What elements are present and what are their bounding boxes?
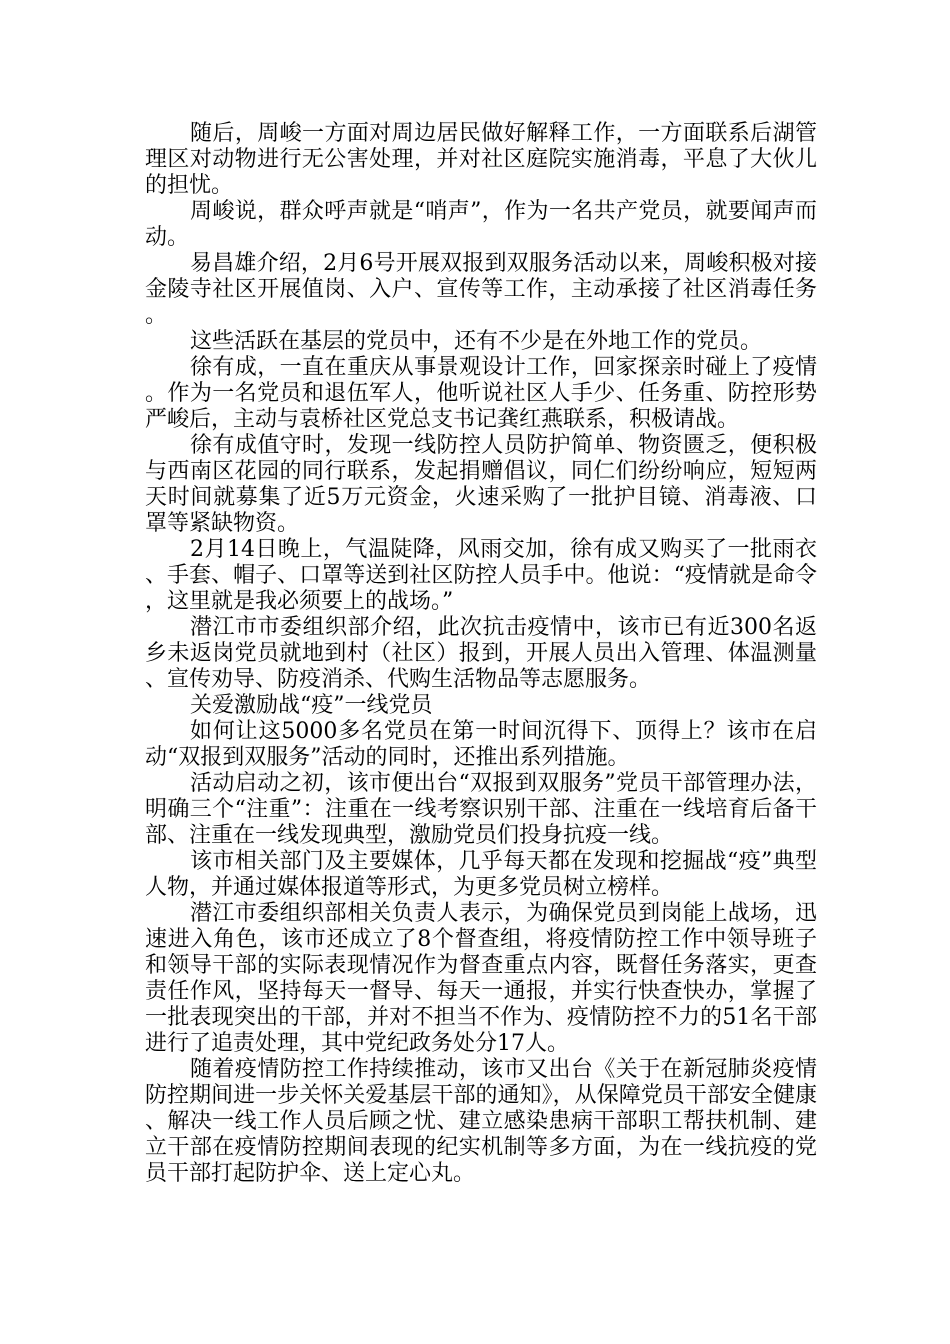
paragraph: 活动启动之初，该市便出台“双报到双服务”党员干部管理办法，明确三个“注重”：注重在一线考察识别干部、注重在一线培育后备干部、注重在一线发现典型，激励党员们投身抗疫一线。 <box>145 771 817 848</box>
paragraph: 徐有成，一直在重庆从事景观设计工作，回家探亲时碰上了疫情。作为一名党员和退伍军人，他听说社区人手少、任务重、防控形势严峻后，主动与袁桥社区党总支书记龚红燕联系，积极请战。 <box>145 355 817 432</box>
document-page <box>145 121 817 1187</box>
paragraph: 潜江市委组织部相关负责人表示，为确保党员到岗能上战场，迅速进入角色，该市还成立了8个督查组，将疫情防控工作中领导班子和领导干部的实际表现情况作为督查重点内容，既督任务落实，更查责任作风，坚持每天一督导、每天一通报，并实行快查快办，掌握了一批表现突出的干部，并对不担当不作为、疫情防控不力的51名干部进行了追责处理，其中党纪政务处分17人。 <box>145 901 817 1056</box>
paragraph: 徐有成值守时，发现一线防控人员防护简单、物资匮乏，便积极与西南区花园的同行联系，发起捐赠倡议，同仁们纷纷响应，短短两天时间就募集了近5万元资金，火速采购了一批护目镜、消毒液、口罩等紧缺物资。 <box>145 433 817 536</box>
section-heading: 关爱激励战“疫”一线党员 <box>190 693 433 718</box>
paragraph: 周峻说，群众呼声就是“哨声”，作为一名共产党员，就要闻声而动。 <box>145 199 817 250</box>
paragraph: 如何让这5000多名党员在第一时间沉得下、顶得上？该市在启动“双报到双服务”活动的同时，还推出系列措施。 <box>145 719 817 770</box>
paragraph: 易昌雄介绍，2月6号开展双报到双服务活动以来，周峻积极对接金陵寺社区开展值岗、入户、宣传等工作，主动承接了社区消毒任务。 <box>145 251 817 328</box>
paragraph: 随后，周峻一方面对周边居民做好解释工作，一方面联系后湖管理区对动物进行无公害处理，并对社区庭院实施消毒，平息了大伙儿的担忧。 <box>145 121 817 198</box>
paragraph: 随着疫情防控工作持续推动，该市又出台《关于在新冠肺炎疫情防控期间进一步关怀关爱基层干部的通知》，从保障党员干部安全健康、解决一线工作人员后顾之忧、建立感染患病干部职工帮扶机制、建立干部在疫情防控期间表现的纪实机制等多方面，为在一线抗疫的党员干部打起防护伞、送上定心丸。 <box>145 1057 817 1186</box>
paragraph: 2月14日晚上，气温陡降，风雨交加，徐有成又购买了一批雨衣、手套、帽子、口罩等送到社区防控人员手中。他说：“疫情就是命令，这里就是我必须要上的战场。” <box>145 537 817 614</box>
paragraph: 这些活跃在基层的党员中，还有不少是在外地工作的党员。 <box>190 329 763 354</box>
paragraph: 潜江市市委组织部介绍，此次抗击疫情中，该市已有近300名返乡未返岗党员就地到村（社区）报到，开展人员出入管理、体温测量、宣传劝导、防疫消杀、代购生活物品等志愿服务。 <box>145 615 817 692</box>
paragraph: 该市相关部门及主要媒体，几乎每天都在发现和挖掘战“疫”典型人物，并通过媒体报道等形式，为更多党员树立榜样。 <box>145 849 817 900</box>
